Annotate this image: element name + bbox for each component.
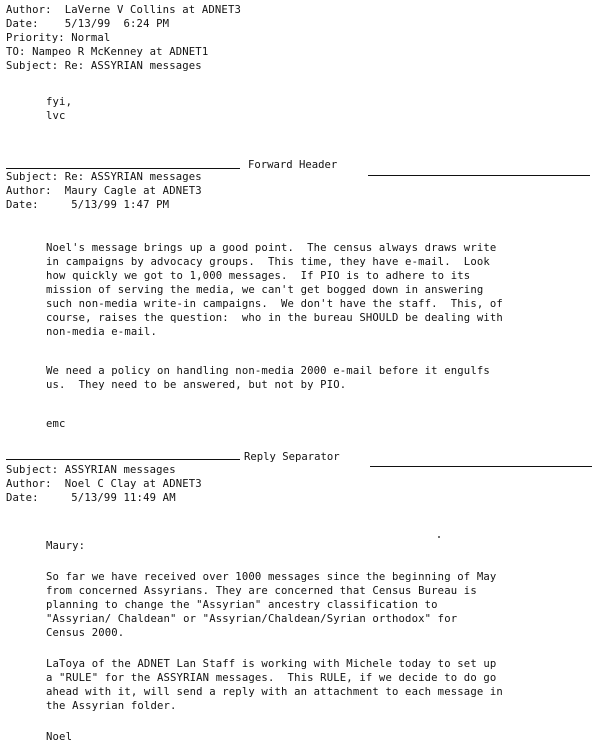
forward-body-line: mission of serving the media, we can't get bogged down in answering (46, 284, 484, 296)
forward-body-line: us. They need to be answered, but not by PIO. (46, 379, 347, 391)
reply-date: Date: 5/13/99 11:49 AM (6, 492, 176, 504)
forward-body-line: non-media e-mail. (46, 326, 157, 338)
forward-author: Author: Maury Cagle at ADNET3 (6, 185, 202, 197)
forward-body-line: in campaigns by advocacy groups. This time, they have e-mail. Look (46, 256, 490, 268)
reply-subject: Subject: ASSYRIAN messages (6, 464, 176, 476)
reply-signoff: Noel (46, 731, 73, 743)
forward-separator-line-right (368, 175, 590, 176)
reply-body-line: "Assyrian/ Chaldean" or "Assyrian/Chaldean/Syrian orthodox" for (46, 613, 458, 625)
header-priority: Priority: Normal (6, 32, 111, 44)
forward-separator-line-left (6, 168, 240, 169)
reply-separator-line-left (6, 459, 240, 460)
note-line-1: fyi, (46, 96, 73, 108)
forward-subject: Subject: Re: ASSYRIAN messages (6, 171, 202, 183)
forward-body-line: course, raises the question: who in the bureau SHOULD be dealing with (46, 312, 503, 324)
forward-body-line: Noel's message brings up a good point. The census always draws write (46, 242, 497, 254)
reply-body-line: ahead with it, will send a reply with an attachment to each message in (46, 686, 503, 698)
forward-header-label: Forward Header (248, 159, 338, 171)
reply-body-line: So far we have received over 1000 messages since the beginning of May (46, 571, 497, 583)
forward-body-line: We need a policy on handling non-media 2000 e-mail before it engulfs (46, 365, 490, 377)
reply-body-line: LaToya of the ADNET Lan Staff is working with Michele today to set up (46, 658, 497, 670)
header-to: TO: Nampeo R McKenney at ADNET1 (6, 46, 209, 58)
reply-body-line: from concerned Assyrians. They are concerned that Census Bureau is (46, 585, 477, 597)
reply-separator-label: Reply Separator (244, 451, 340, 463)
forward-signoff: emc (46, 418, 66, 430)
scan-speck (438, 536, 440, 538)
forward-body-line: how quickly we got to 1,000 messages. If PIO is to adhere to its (46, 270, 471, 282)
reply-author: Author: Noel C Clay at ADNET3 (6, 478, 202, 490)
reply-separator-line-right (370, 466, 592, 467)
header-date: Date: 5/13/99 6:24 PM (6, 18, 170, 30)
reply-salutation: Maury: (46, 540, 86, 552)
reply-body-line: a "RULE" for the ASSYRIAN messages. This RULE, if we decide to do go (46, 672, 497, 684)
header-author: Author: LaVerne V Collins at ADNET3 (6, 4, 242, 16)
reply-body-line: planning to change the "Assyrian" ancestry classification to (46, 599, 438, 611)
reply-body-line: Census 2000. (46, 627, 125, 639)
header-subject: Subject: Re: ASSYRIAN messages (6, 60, 202, 72)
forward-body-line: such non-media write-in campaigns. We don't have the staff. This, of (46, 298, 503, 310)
forward-date: Date: 5/13/99 1:47 PM (6, 199, 170, 211)
reply-body-line: the Assyrian folder. (46, 700, 177, 712)
note-line-2: lvc (46, 110, 66, 122)
